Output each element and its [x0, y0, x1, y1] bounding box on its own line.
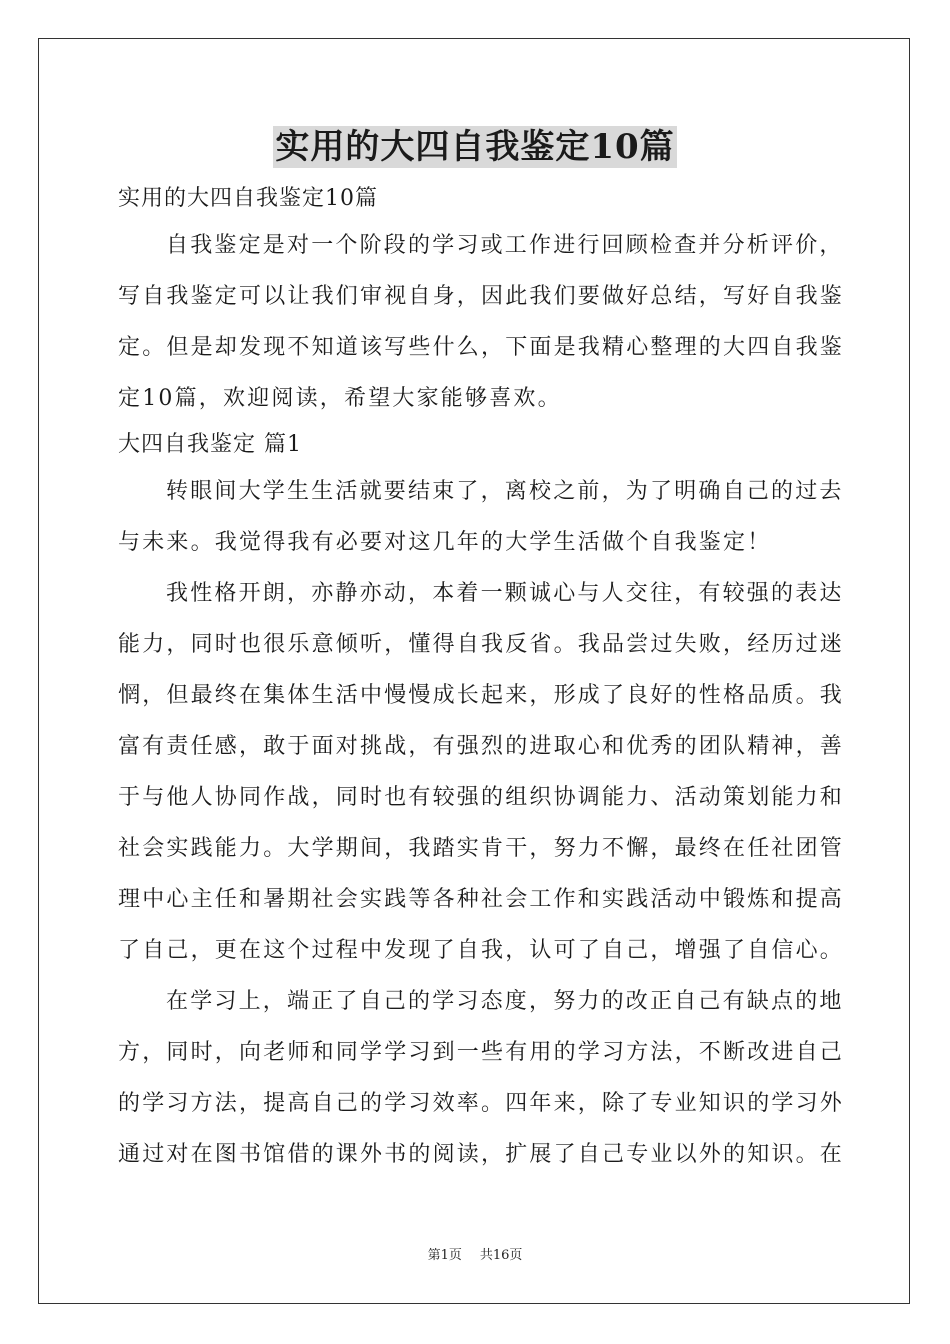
body-line[interactable]: 富有责任感，敢于面对挑战，有强烈的进取心和优秀的团队精神，善	[118, 734, 845, 759]
page-number: 第1页	[427, 1248, 462, 1263]
body-line[interactable]: 自我鉴定是对一个阶段的学习或工作进行回顾检查并分析评价，	[166, 233, 844, 258]
body-line[interactable]: 社会实践能力。大学期间，我踏实肯干，努力不懈，最终在任社团管	[118, 836, 845, 861]
document-title[interactable]: 实用的大四自我鉴定10篇	[275, 127, 675, 167]
body-line[interactable]: 了自己，更在这个过程中发现了自我，认可了自己，增强了自信心。	[118, 938, 845, 963]
document-body	[118, 178, 845, 1180]
body-line[interactable]: 定。但是却发现不知道该写些什么，下面是我精心整理的大四自我鉴	[118, 335, 845, 360]
body-line[interactable]: 理中心主任和暑期社会实践等各种社会工作和实践活动中锻炼和提高	[118, 887, 845, 912]
body-line[interactable]: 在学习上，端正了自己的学习态度，努力的改正自己有缺点的地	[166, 989, 844, 1014]
document-subtitle[interactable]: 实用的大四自我鉴定10篇	[118, 186, 378, 211]
body-line[interactable]: 写自我鉴定可以让我们审视自身，因此我们要做好总结，写好自我鉴	[118, 284, 845, 309]
body-line[interactable]: 能力，同时也很乐意倾听，懂得自我反省。我品尝过失败，经历过迷	[118, 632, 845, 657]
section-heading[interactable]: 大四自我鉴定 篇1	[118, 432, 302, 457]
body-line[interactable]: 转眼间大学生生活就要结束了，离校之前，为了明确自己的过去	[166, 479, 844, 504]
body-line[interactable]: 我性格开朗，亦静亦动，本着一颗诚心与人交往，有较强的表达	[166, 581, 844, 606]
body-line[interactable]: 通过对在图书馆借的课外书的阅读，扩展了自己专业以外的知识。在	[118, 1142, 845, 1167]
title-container	[0, 126, 950, 168]
body-line[interactable]: 的学习方法，提高自己的学习效率。四年来，除了专业知识的学习外	[118, 1091, 845, 1116]
body-line[interactable]: 方，同时，向老师和同学学习到一些有用的学习方法，不断改进自己	[118, 1040, 845, 1065]
body-line[interactable]: 于与他人协同作战，同时也有较强的组织协调能力、活动策划能力和	[118, 785, 845, 810]
page-footer	[0, 1244, 950, 1263]
page-total: 共16页	[479, 1248, 523, 1263]
body-line[interactable]: 惘，但最终在集体生活中慢慢成长起来，形成了良好的性格品质。我	[118, 683, 845, 708]
body-line[interactable]: 定10篇，欢迎阅读，希望大家能够喜欢。	[118, 386, 562, 411]
body-line[interactable]: 与未来。我觉得我有必要对这几年的大学生活做个自我鉴定！	[118, 530, 772, 555]
